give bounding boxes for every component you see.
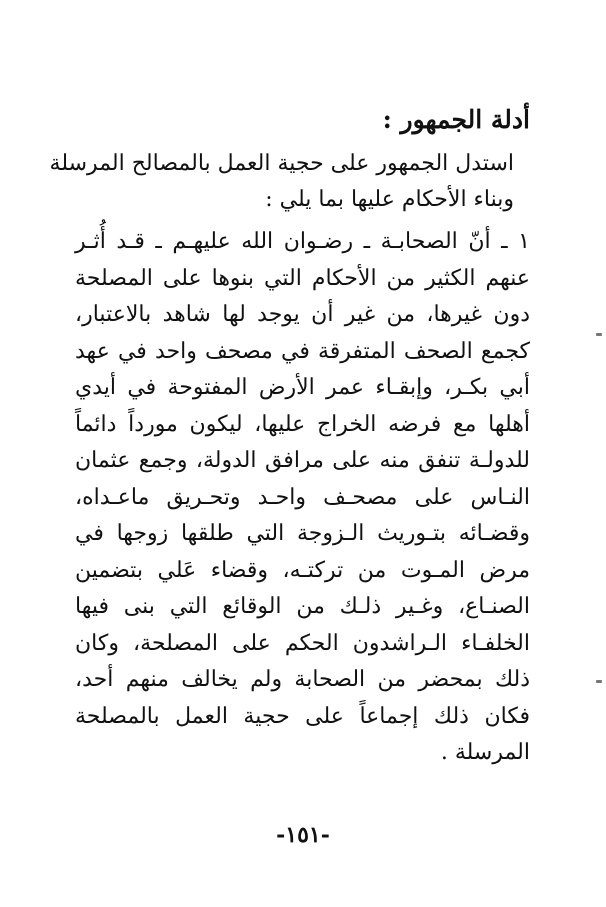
item-line: فكان ذلك إجماعاً على حجية العمل بالمصلحة xyxy=(75,703,530,729)
item-line: للدولـة تنفق منه على مرافق الدولة، وجمع عثمان xyxy=(75,448,530,473)
item-line: مرض المـوت من تركتـه، وقضاء عَلي بتضمين xyxy=(75,557,530,583)
item-line: أبي بكـر، وإبقـاء عمر الأرض المفتوحة في أيدي xyxy=(75,375,530,400)
page-number: -١٥١- xyxy=(276,822,330,848)
item-line: ذلك بمحضر من الصحابة ولم يخالف منهم أحد، xyxy=(75,667,530,692)
item-line: وقضـائه بتـوريث الـزوجة التي طلقها زوجها في xyxy=(75,521,530,546)
item-line: المرسلة . xyxy=(440,740,530,765)
section-heading: أدلة الجمهور : xyxy=(382,105,530,134)
item-line: كجمع الصحف المتفرقة في مصحف واحد في عهد xyxy=(75,338,530,364)
item-line: أهلها مع فرضه الخراج عليها، ليكون مورداً دائماً xyxy=(75,411,530,437)
scan-mark xyxy=(596,680,602,683)
item-line: عنهم الكثير من الأحكام التي بنوها على المصلحة xyxy=(75,265,530,291)
item-line: النـاس على مصحـف واحـد وتحـريق ماعـداه، xyxy=(75,484,530,510)
intro-line: استدل الجمهور على حجية العمل بالمصالح المرسلة xyxy=(49,151,514,176)
item-line: الصنـاع، وغـير ذلـك من الوقائع التي بنى فيها xyxy=(75,594,530,619)
evidence-item-1 xyxy=(75,224,530,772)
scan-mark xyxy=(596,333,602,336)
item-line: الخلفـاء الـراشدون الحكم على المصلحة، وكان xyxy=(75,630,530,656)
intro-line: وبناء الأحكام عليها بما يلي : xyxy=(265,187,514,212)
item-line: ١ ـ أنّ الصحابـة ـ رضـوان الله عليهـم ـ قـد أُثـر xyxy=(75,229,530,254)
intro-paragraph xyxy=(49,146,514,218)
item-line: دون غيرها، من غير أن يوجد لها شاهد بالاعتبار، xyxy=(75,302,530,327)
